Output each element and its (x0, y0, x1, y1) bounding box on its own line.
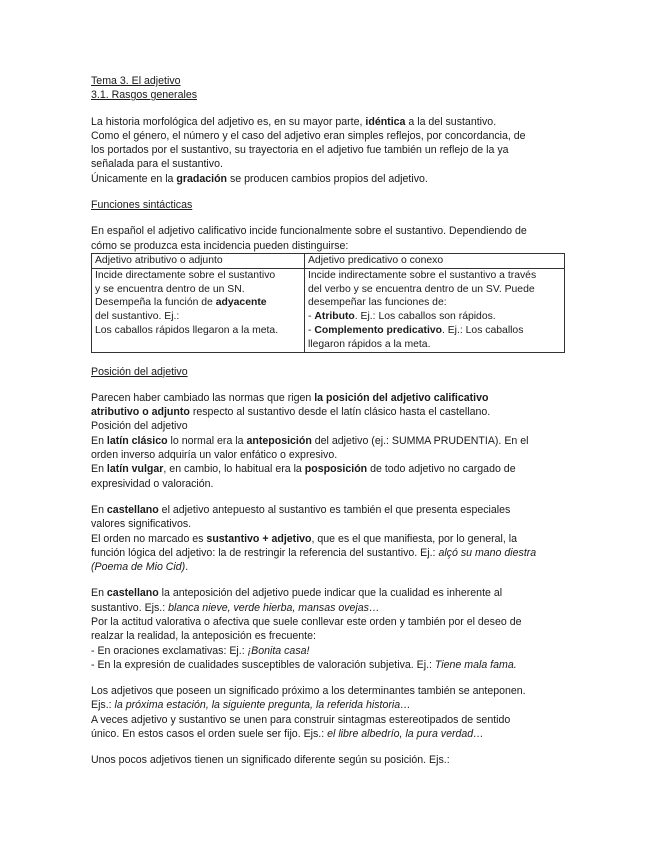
intro-paragraph: La historia morfológica del adjetivo es, en su mayor parte, idéntica a la del sustantivo. Como el género, el número y el caso del adjetivo eran simples reflejos, por concordancia, de los portados por el sustantivo, su trayectoria en el adjetivo fue también un reflejo de la ya señalada para el sustantivo. Únicamente en la gradación se producen cambios propios del adjetivo. (91, 115, 526, 185)
table-header-predicative: Adjetivo predicativo o conexo (305, 253, 565, 268)
functions-paragraph: En español el adjetivo calificativo incide funcionalmente sobre el sustantivo. Dependiendo de cómo se produzca esta incidencia pueden distinguirse: (91, 225, 527, 252)
table-header-attributive: Adjetivo atributivo o adjunto (92, 253, 305, 268)
position-heading: Posición del adjetivo (91, 365, 188, 378)
section-title: 3.1. Rasgos generales (91, 89, 198, 102)
topic-title: Tema 3. El adjetivo (91, 75, 181, 87)
position-paragraph-latin: Parecen haber cambiado las normas que rigen la posición del adjetivo calificativo atributivo o adjunto respecto al sustantivo desde el latín clásico hasta el castellano. Posición del adjetivo En latín clásico lo normal era la anteposición del adjetivo (ej.: SUMMA PRUDENTIA). En el orden inverso adquiría un valor enfático o expresivo. En latín vulgar, en cambio, lo habitual era la posposición de todo adjetivo no cargado de expresividad o valoración. (91, 391, 529, 490)
position-paragraph-anteposition: En castellano la anteposición del adjetivo puede indicar que la cualidad es inherente al sustantivo. Ejs.: blanca nieve, verde hierba, mansas ovejas… Por la actitud valorativa o afectiva que suele conllevar este orden y también por el deseo de realzar la realidad, la anteposición es frecuente: - En oraciones exclamativas: Ej.: ¡Bonita casa! - En la expresión de cualidades susceptibles de valoración subjetiva. Ej.: Tiene mala fama. (91, 587, 522, 671)
functions-heading: Funciones sintácticas (91, 199, 193, 212)
position-paragraph-meaning: Unos pocos adjetivos tienen un significado diferente según su posición. Ejs.: (91, 754, 450, 767)
document-page (91, 74, 569, 768)
position-paragraph-determinants: Los adjetivos que poseen un significado próximo a los determinantes también se anteponen. Ejs.: la próxima estación, la siguiente pregunta, la referida historia… A veces adjetivo y sustantivo se unen para construir sintagmas estereotipados de sentido único. En estos casos el orden suele ser fijo. Ejs.: el libre albedrío, la pura verdad… (91, 685, 526, 741)
position-paragraph-castellano: En castellano el adjetivo antepuesto al sustantivo es también el que presenta especiales valores significativos. El orden no marcado es sustantivo + adjetivo, que es el que manifiesta, por lo general, la función lógica del adjetivo: la de restringir la referencia del sustantivo. Ej.: alçó su mano diestra (Poema de Mio Cid). (91, 503, 537, 574)
functions-table (91, 253, 565, 353)
table-cell-predicative: Incide indirectamente sobre el sustantivo a través del verbo y se encuentra dentro de un SV. Puede desempeñar las funciones de: - Atributo. Ej.: Los caballos son rápidos. - Complemento predicativo. Ej.: Los caballos llegaron rápidos a la meta. (305, 268, 565, 352)
table-cell-attributive: Incide directamente sobre el sustantivo y se encuentra dentro de un SN. Desempeña la función de adyacente del sustantivo. Ej.: Los caballos rápidos llegaron a la meta. (92, 268, 305, 352)
